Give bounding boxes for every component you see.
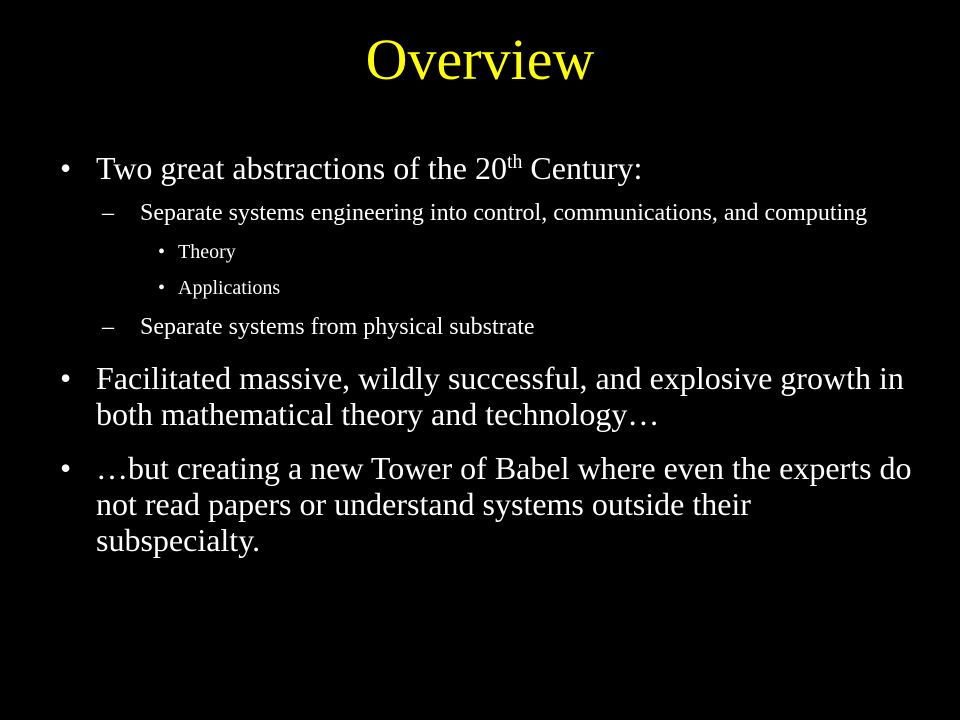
bullet-facilitated-growth (60, 360, 920, 432)
bullet-abstractions (60, 150, 920, 186)
sub-bullet-separate-substrate (60, 312, 920, 342)
superscript-th: th (506, 151, 523, 174)
bullet-marker: • (60, 360, 72, 396)
bullet-marker: • (60, 150, 72, 186)
bullet-text: …but creating a new Tower of Babel where even the experts do not read papers or understand systems outside their subspecialty. (96, 450, 912, 558)
bullet-tower-of-babel (60, 450, 920, 558)
bullet-marker: • (158, 277, 166, 299)
bullet-text-part: Century: (522, 150, 643, 186)
sub-sub-bullet-applications (60, 276, 920, 300)
dash-marker: – (102, 314, 114, 340)
sub-sub-bullet-theory (60, 240, 920, 264)
sub-bullet-separate-engineering (60, 198, 920, 228)
bullet-text (96, 150, 642, 186)
bullet-text-part: Two great abstractions of the 20 (96, 150, 507, 186)
slide-title: Overview (365, 27, 595, 92)
bullet-text: Facilitated massive, wildly successful, and explosive growth in both mathematical theory and technology… (96, 360, 904, 432)
sub-sub-bullet-text: Applications (178, 277, 281, 299)
bullet-marker: • (60, 450, 72, 486)
slide-content (60, 150, 920, 558)
sub-bullet-text: Separate systems engineering into control, communications, and computing (140, 200, 868, 226)
dash-marker: – (102, 200, 114, 226)
sub-sub-bullet-text: Theory (178, 241, 236, 263)
bullet-marker: • (158, 241, 166, 263)
sub-bullet-text: Separate systems from physical substrate (140, 314, 535, 340)
